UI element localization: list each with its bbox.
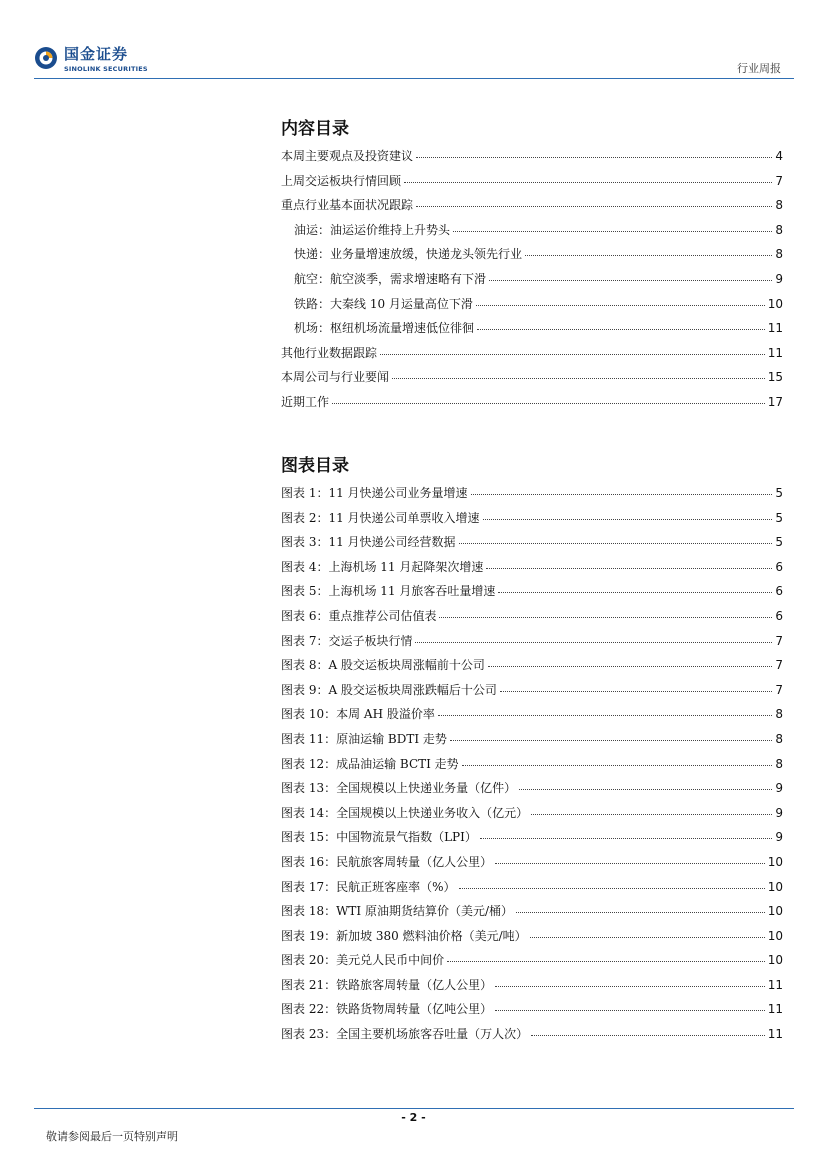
dot-leader [476,295,765,306]
figure-toc-entry-title: 图表 20：美元兑人民币中间价 [281,953,445,968]
figure-toc-entry-title: 图表 2：11 月快递公司单票收入增速 [281,510,480,525]
figure-toc-entry-page: 7 [775,658,783,673]
dot-leader [480,828,772,839]
figure-toc-entry[interactable] [281,1001,783,1026]
figure-toc-entry[interactable] [281,1026,783,1051]
figure-toc-entry-title: 图表 11：原油运输 BDTI 走势 [281,731,447,746]
figure-toc-entry[interactable] [281,854,783,879]
content-toc-entry-title: 上周交运板块行情回顾 [281,173,402,188]
content-toc-entry-page: 7 [775,173,783,188]
figure-toc-entry-page: 10 [767,879,783,894]
figure-toc-entry[interactable] [281,608,783,633]
dot-leader [483,509,773,520]
content-toc-entry-title: 其他行业数据跟踪 [281,345,378,360]
figure-toc-entry[interactable] [281,559,783,584]
content-toc-entry[interactable] [281,173,783,198]
content-toc-entry-title: 油运：油运运价维持上升势头 [294,222,451,237]
figure-toc-entry-title: 图表 3：11 月快递公司经营数据 [281,535,456,550]
figure-toc-entry-title: 图表 8：A 股交运板块周涨幅前十公司 [281,658,485,673]
figure-toc-entry[interactable] [281,952,783,977]
content-toc-entry-title: 航空：航空淡季，需求增速略有下滑 [294,271,487,286]
dot-leader [459,878,765,889]
dot-leader [488,656,772,667]
figure-toc-entry-page: 6 [775,608,783,623]
figure-toc-entry-page: 6 [775,559,783,574]
dot-leader [519,779,772,790]
dot-leader [486,558,772,569]
content-toc-entry-page: 11 [767,345,783,360]
dot-leader [495,1000,765,1011]
figure-toc-entry-title: 图表 9：A 股交运板块周涨跌幅后十公司 [281,682,497,697]
dot-leader [447,951,765,962]
figure-toc-entry-title: 图表 18：WTI 原油期货结算价（美元/桶） [281,904,514,919]
dot-leader [404,172,772,183]
figure-toc-entry[interactable] [281,682,783,707]
content-toc-entry-title: 近期工作 [281,394,330,409]
content-toc-entry[interactable] [281,296,783,321]
content-toc-entry-page: 8 [775,222,783,237]
content-toc-entry-page: 9 [775,271,783,286]
figure-toc-entry-page: 10 [767,904,783,919]
content-toc-entry-page: 8 [775,198,783,213]
figure-toc-entry-page: 8 [775,756,783,771]
dot-leader [471,484,773,495]
content-toc-list [281,148,783,419]
content-toc-entry-page: 8 [775,247,783,262]
figure-toc-title: 图表目录 [281,456,349,476]
figure-toc-entry[interactable] [281,903,783,928]
figure-toc-entry-page: 5 [775,510,783,525]
dot-leader [450,730,772,741]
figure-toc-entry-title: 图表 15：中国物流景气指数（LPI） [281,830,477,845]
content-toc-entry[interactable] [281,369,783,394]
dot-leader [531,1025,765,1036]
figure-toc-section [281,455,783,1051]
figure-toc-entry-title: 图表 6：重点推荐公司估值表 [281,608,437,623]
page-header [0,0,827,80]
dot-leader [415,632,772,643]
figure-toc-entry-title: 图表 1：11 月快递公司业务量增速 [281,486,468,500]
dot-leader [462,755,773,766]
content-toc-entry-page: 17 [767,394,783,409]
figure-toc-entry-title: 图表 16：民航旅客周转量（亿人公里） [281,854,493,869]
figure-toc-entry-title: 图表 19：新加坡 380 燃料油价格（美元/吨） [281,928,527,943]
dot-leader [438,705,773,716]
dot-leader [516,902,765,913]
report-type-label: 行业周报 [737,62,781,75]
figure-toc-entry[interactable] [281,756,783,781]
dot-leader [477,319,765,330]
figure-toc-entry[interactable] [281,731,783,756]
figure-toc-list [281,485,783,1051]
figure-toc-entry[interactable] [281,879,783,904]
footer-disclaimer: 敬请参阅最后一页特别声明 [46,1130,178,1143]
dot-leader [495,853,765,864]
figure-toc-entry[interactable] [281,780,783,805]
content-toc-entry-title: 本周公司与行业要闻 [281,370,390,385]
dot-leader [439,607,772,618]
figure-toc-entry[interactable] [281,805,783,830]
figure-toc-entry-page: 5 [775,535,783,550]
dot-leader [332,393,765,404]
figure-toc-entry[interactable] [281,485,783,510]
figure-toc-entry-page: 8 [775,731,783,746]
figure-toc-entry-page: 9 [775,805,783,820]
figure-toc-entry-page: 11 [767,1027,783,1042]
dot-leader [495,976,765,987]
content-toc-entry[interactable] [281,222,783,247]
figure-toc-entry-page: 11 [767,1002,783,1017]
content-toc-title: 内容目录 [281,119,349,139]
figure-toc-entry-page: 7 [775,682,783,697]
figure-toc-entry-page: 10 [767,953,783,968]
content-toc-entry[interactable] [281,246,783,271]
dot-leader [380,344,765,355]
header-divider [34,78,794,79]
figure-toc-entry-title: 图表 12：成品油运输 BCTI 走势 [281,756,459,771]
content-toc-entry-page: 11 [767,321,783,336]
dot-leader [525,245,772,256]
content-toc-entry-page: 15 [767,370,783,385]
page-number: - 2 - [401,1111,426,1124]
figure-toc-entry-title: 图表 14：全国规模以上快递业务收入（亿元） [281,805,529,820]
figure-toc-entry-title: 图表 22：铁路货物周转量（亿吨公里） [281,1002,493,1017]
content-toc-entry-title: 机场：枢纽机场流量增速低位徘徊 [294,321,475,336]
figure-toc-entry-page: 5 [775,486,783,500]
figure-toc-entry-page: 9 [775,830,783,845]
figure-toc-entry[interactable] [281,706,783,731]
content-toc-entry[interactable] [281,271,783,296]
figure-toc-entry[interactable] [281,977,783,1002]
content-toc-entry[interactable] [281,148,783,173]
dot-leader [530,927,765,938]
content-toc-entry[interactable] [281,394,783,419]
dot-leader [500,681,772,692]
figure-toc-entry-title: 图表 23：全国主要机场旅客吞吐量（万人次） [281,1027,529,1042]
figure-toc-entry-title: 图表 17：民航正班客座率（%） [281,879,456,894]
dot-leader [453,221,772,232]
figure-toc-entry-title: 图表 5：上海机场 11 月旅客吞吐量增速 [281,584,496,599]
figure-toc-entry[interactable] [281,928,783,953]
content-toc-entry-page: 4 [775,149,783,163]
figure-toc-entry-title: 图表 10：本周 AH 股溢价率 [281,707,435,722]
figure-toc-entry-page: 10 [767,928,783,943]
figure-toc-entry-title: 图表 7：交运子板块行情 [281,633,413,648]
figure-toc-entry-page: 6 [775,584,783,599]
figure-toc-entry[interactable] [281,633,783,658]
content-toc-entry[interactable] [281,197,783,222]
dot-leader [489,270,772,281]
dot-leader [416,147,772,158]
sinolink-logo-icon [34,46,58,70]
figure-toc-entry[interactable] [281,510,783,535]
figure-toc-entry[interactable] [281,829,783,854]
content-toc-entry[interactable] [281,320,783,345]
figure-toc-entry[interactable] [281,657,783,682]
footer-divider [34,1108,794,1109]
figure-toc-entry-page: 8 [775,707,783,722]
content-toc-entry-title: 本周主要观点及投资建议 [281,149,414,163]
figure-toc-entry-title: 图表 21：铁路旅客周转量（亿人公里） [281,977,493,992]
figure-toc-entry-title: 图表 13：全国规模以上快递业务量（亿件） [281,781,517,796]
content-toc-entry-title: 快递：业务量增速放缓，快递龙头领先行业 [294,247,523,262]
dot-leader [392,368,765,379]
dot-leader [416,196,772,207]
brand-name-cn: 国金证券 [64,45,129,63]
content-toc-section [281,118,783,419]
content-toc-entry-title: 重点行业基本面状况跟踪 [281,198,414,213]
dot-leader [498,582,772,593]
figure-toc-entry-page: 7 [775,633,783,648]
brand-name-en: SINOLINK SECURITIES [64,65,148,73]
dot-leader [531,804,772,815]
dot-leader [459,533,773,544]
figure-toc-entry[interactable] [281,534,783,559]
figure-toc-entry-page: 9 [775,781,783,796]
content-toc-entry-title: 铁路：大秦线 10 月运量高位下滑 [294,296,473,311]
content-toc-entry[interactable] [281,345,783,370]
figure-toc-entry-page: 11 [767,977,783,992]
figure-toc-entry[interactable] [281,583,783,608]
content-toc-entry-page: 10 [767,296,783,311]
figure-toc-entry-page: 10 [767,854,783,869]
figure-toc-entry-title: 图表 4：上海机场 11 月起降架次增速 [281,559,484,574]
